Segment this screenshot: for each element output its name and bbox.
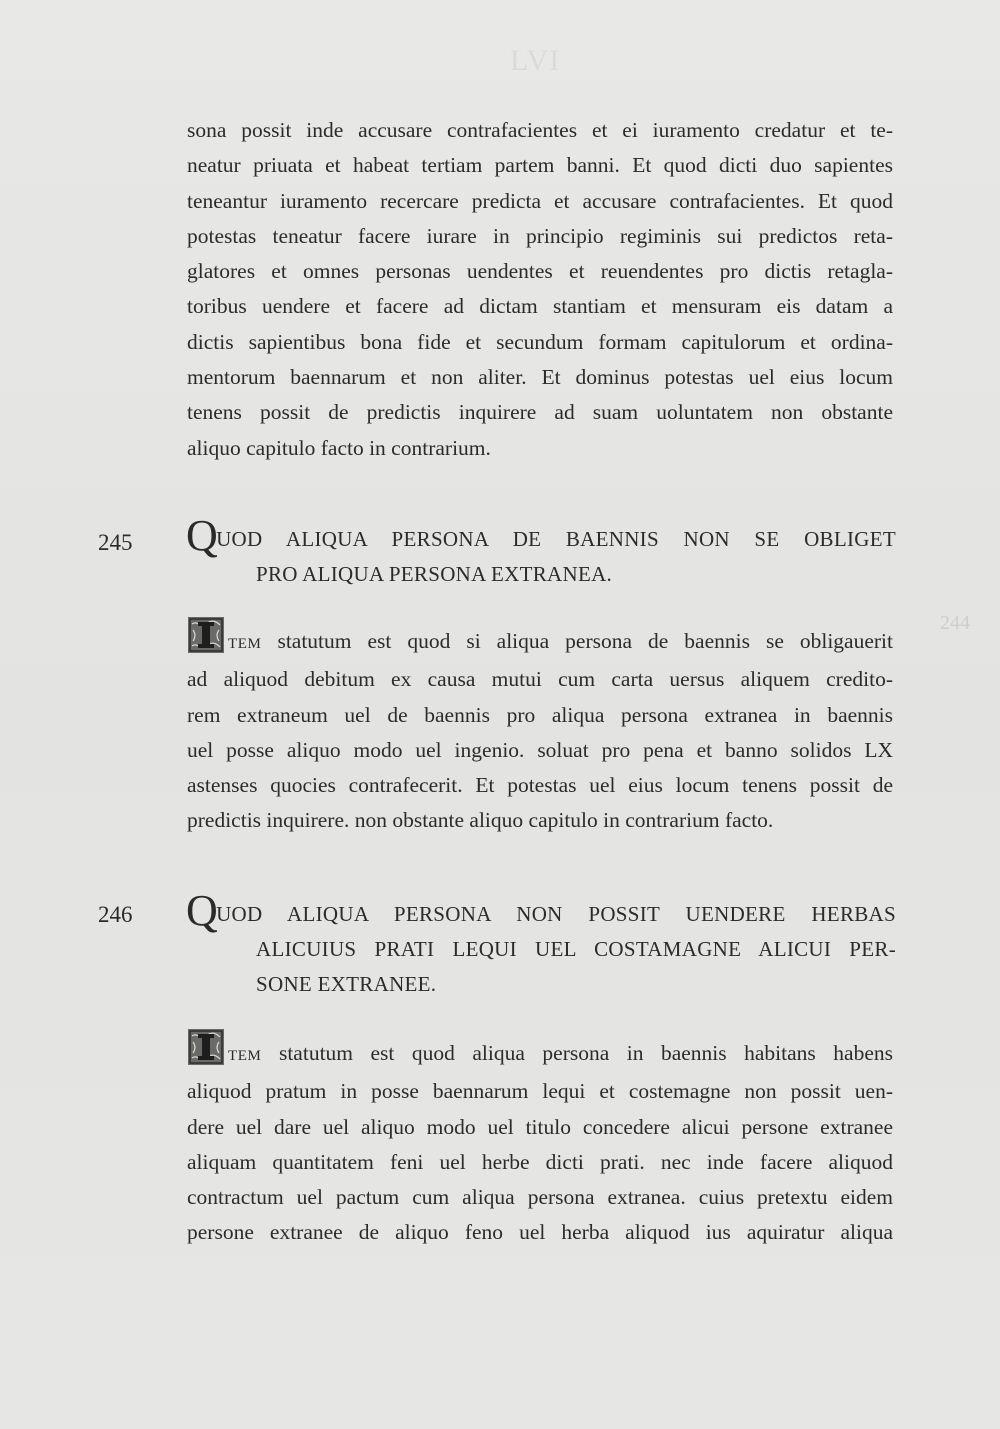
text-line: persone extranee de aliquo feno uel herba aliquod ius aquiratur aliqua bbox=[187, 1220, 893, 1245]
small-caps-word: TEM bbox=[228, 636, 262, 652]
text-line: dere uel dare uel aliquo modo uel titulo concedere alicui persone extranee bbox=[187, 1114, 893, 1139]
first-line-text: statutum est quod si aliqua persona de baennis se obligauerit bbox=[261, 629, 893, 653]
text-line: uel posse aliquo modo uel ingenio. soluat pro pena et banno solidos LX bbox=[187, 737, 893, 762]
text-line: contractum uel pactum cum aliqua persona extranea. cuius pretextu eidem bbox=[187, 1185, 893, 1210]
small-caps-word: TEM bbox=[228, 1048, 262, 1064]
text-line: aliquod pratum in posse baennarum lequi et costemagne non possit uen- bbox=[187, 1079, 893, 1104]
heading-line: ALICUIUS PRATI LEQUI UEL COSTAMAGNE ALICUI PER- bbox=[256, 937, 896, 961]
decorated-initial-i-icon bbox=[187, 616, 225, 654]
first-line-text: statutum est quod aliqua persona in baennis habitans habens bbox=[261, 1041, 893, 1065]
section-number: 245 bbox=[98, 530, 133, 555]
continuation-paragraph bbox=[187, 113, 893, 466]
text-line: potestas teneatur facere iurare in principio regiminis sui predictos reta- bbox=[187, 223, 893, 248]
heading-text: UOD ALIQUA PERSONA DE BAENNIS NON SE OBLIGET bbox=[216, 527, 896, 551]
text-line: astenses quocies contrafecerit. Et potestas uel eius locum tenens possit de bbox=[187, 773, 893, 798]
section-number: 246 bbox=[98, 902, 133, 927]
heading-initial: Q bbox=[186, 511, 219, 560]
text-line: ad aliquod debitum ex causa mutui cum carta uersus aliquem credito- bbox=[187, 667, 893, 692]
text-line: aliquam quantitatem feni uel herbe dicti prati. nec inde facere aliquod bbox=[187, 1149, 893, 1174]
section-paragraph bbox=[187, 1028, 893, 1251]
section-heading bbox=[186, 886, 896, 1002]
text-line bbox=[187, 1028, 893, 1074]
section-heading bbox=[186, 511, 896, 592]
text-line: teneantur iuramento recercare predicta et accusare contrafacientes. Et quod bbox=[187, 188, 893, 213]
text-line: mentorum baennarum et non aliter. Et dominus potestas uel eius locum bbox=[187, 365, 893, 390]
text-line: predictis inquirere. non obstante aliquo capitulo in contrarium facto. bbox=[187, 808, 774, 833]
text-line: neatur priuata et habeat tertiam partem banni. Et quod dicti duo sapientes bbox=[187, 153, 893, 178]
heading-line: SONE EXTRANEE. bbox=[256, 972, 437, 996]
text-line bbox=[187, 616, 893, 662]
text-line: dictis sapientibus bona fide et secundum formam capitulorum et ordina- bbox=[187, 329, 893, 354]
heading-line: PRO ALIQUA PERSONA EXTRANEA. bbox=[256, 562, 613, 586]
text-line: glatores et omnes personas uendentes et reuendentes pro dictis retagla- bbox=[187, 259, 893, 284]
text-line: tenens possit de predictis inquirere ad suam uoluntatem non obstante bbox=[187, 400, 893, 425]
decorated-initial-i-icon bbox=[187, 1028, 225, 1066]
text-line: toribus uendere et facere ad dictam stantiam et mensuram eis datam a bbox=[187, 294, 893, 319]
text-line: rem extraneum uel de baennis pro aliqua persona extranea in baennis bbox=[187, 702, 893, 727]
heading-text: UOD ALIQUA PERSONA NON POSSIT UENDERE HERBAS bbox=[216, 902, 896, 926]
heading-line bbox=[186, 886, 896, 935]
text-line: aliquo capitulo facto in contrarium. bbox=[187, 435, 491, 460]
heading-initial: Q bbox=[186, 886, 219, 935]
show-through-margin-number: 244 bbox=[940, 612, 970, 634]
section-paragraph bbox=[187, 616, 893, 839]
text-line: sona possit inde accusare contrafacientes et ei iuramento credatur et te- bbox=[187, 118, 893, 142]
show-through-running-head: LVI bbox=[510, 44, 561, 77]
heading-line bbox=[186, 511, 896, 560]
